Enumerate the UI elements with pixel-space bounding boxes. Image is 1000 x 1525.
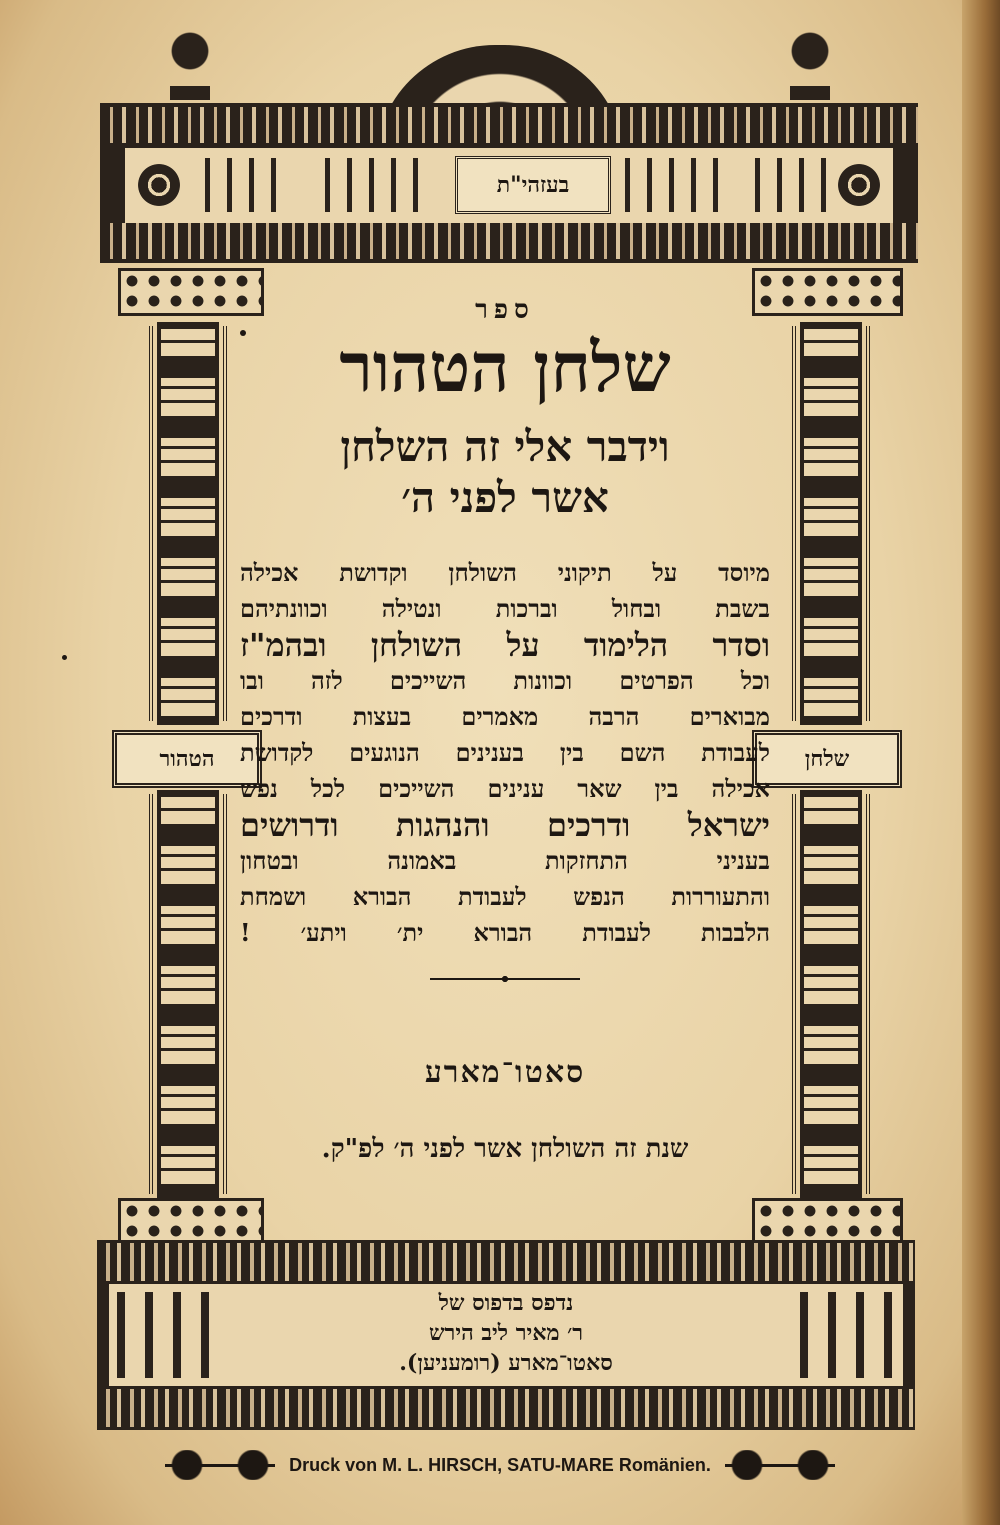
description-line: מבוארים הרבה מאמרים בעצות ודרכים	[240, 702, 770, 732]
flute-ornament	[205, 158, 285, 212]
right-column-lower	[800, 790, 862, 1198]
title-block	[240, 295, 770, 1164]
base-bottom-band	[97, 1389, 915, 1427]
year-line: שנת זה השולחן אשר לפני ה׳ לפ"ק.	[321, 1134, 689, 1165]
ink-speck	[240, 330, 246, 336]
ornamental-divider	[430, 973, 580, 985]
printer-line-1: נדפס בדפוס של	[438, 1290, 574, 1316]
scroll-ornament	[625, 158, 735, 212]
description-line: מיוסד על תיקוני השולחן וקדושת אכילה	[240, 558, 770, 588]
right-column-base	[752, 1198, 903, 1246]
scroll-ornament	[325, 158, 435, 212]
rosette-icon	[129, 154, 189, 216]
frieze-top-band	[100, 107, 918, 143]
subtitle-line-2: אשר לפני ה׳	[401, 472, 609, 522]
flute-ornament	[800, 1292, 895, 1378]
top-frieze	[100, 103, 918, 263]
description-line: וסדר הלימוד על השולחן ובהמ"ז	[240, 626, 770, 665]
left-column-lower	[157, 790, 219, 1198]
scroll-ornament-icon	[725, 1450, 835, 1480]
description-line: בעניני התחזקות באמונה ובטחון	[240, 846, 770, 876]
footer-imprint	[130, 1440, 870, 1490]
description-line: ישראל ודרכים והנהגות ודרושים	[240, 806, 770, 845]
description-line: אכילה בין שאר ענינים השייכים לכל נפש	[240, 774, 770, 804]
flute-ornament	[755, 158, 835, 212]
right-plaque-text: שלחן	[804, 746, 850, 772]
description-paragraph	[240, 555, 770, 951]
right-capital	[752, 268, 903, 316]
ink-speck	[62, 655, 67, 660]
rosette-icon	[829, 154, 889, 216]
header-label-box	[455, 156, 611, 214]
book-title: שלחן הטהור	[339, 328, 671, 408]
right-urn-ornament	[770, 30, 850, 100]
description-line: לעבודת השם בין בענינים הנוגעים לקדושת	[240, 738, 770, 768]
left-column-base	[118, 1198, 264, 1246]
base-top-band	[97, 1243, 915, 1281]
frieze-middle-panel	[122, 145, 896, 227]
left-column-upper	[157, 322, 219, 725]
description-line: והתעוררות הנפש לעבודת הבורא ושמחת	[240, 882, 770, 912]
base-middle-panel	[109, 1284, 903, 1386]
printer-line-2: ר׳ מאיר ליב הירש	[428, 1320, 584, 1346]
header-label: בעזהי"ת	[496, 172, 570, 198]
right-column-upper	[800, 322, 862, 725]
left-urn-ornament	[150, 30, 230, 100]
imprint-text: Druck von M. L. HIRSCH, SATU-MARE Romänien.	[289, 1454, 711, 1475]
description-line: הלבבות לעבודת הבורא ית׳ ויתע׳ !	[240, 918, 770, 948]
scroll-ornament-icon	[165, 1450, 275, 1480]
printer-line-3: סאטו־מארע (רומעניען).	[399, 1350, 613, 1376]
description-line: בשבת ובחול וברכות ונטילה וכוונתיהם	[240, 594, 770, 624]
flute-ornament	[117, 1292, 212, 1378]
subtitle-line-1: וידבר אלי זה השלחן	[340, 422, 670, 472]
book-spine-edge	[962, 0, 1000, 1525]
left-plaque-text: הטהור	[159, 746, 215, 772]
place-of-printing: סאטו־מארע	[424, 1055, 586, 1091]
bottom-base-panel	[97, 1240, 915, 1430]
printer-info	[279, 1288, 733, 1378]
sefer-label: ספר	[475, 295, 535, 325]
frieze-bottom-band	[100, 223, 918, 259]
right-plaque	[752, 730, 902, 788]
description-line: וכל הפרטים וכוונות השייכים לזה ובו	[240, 666, 770, 696]
